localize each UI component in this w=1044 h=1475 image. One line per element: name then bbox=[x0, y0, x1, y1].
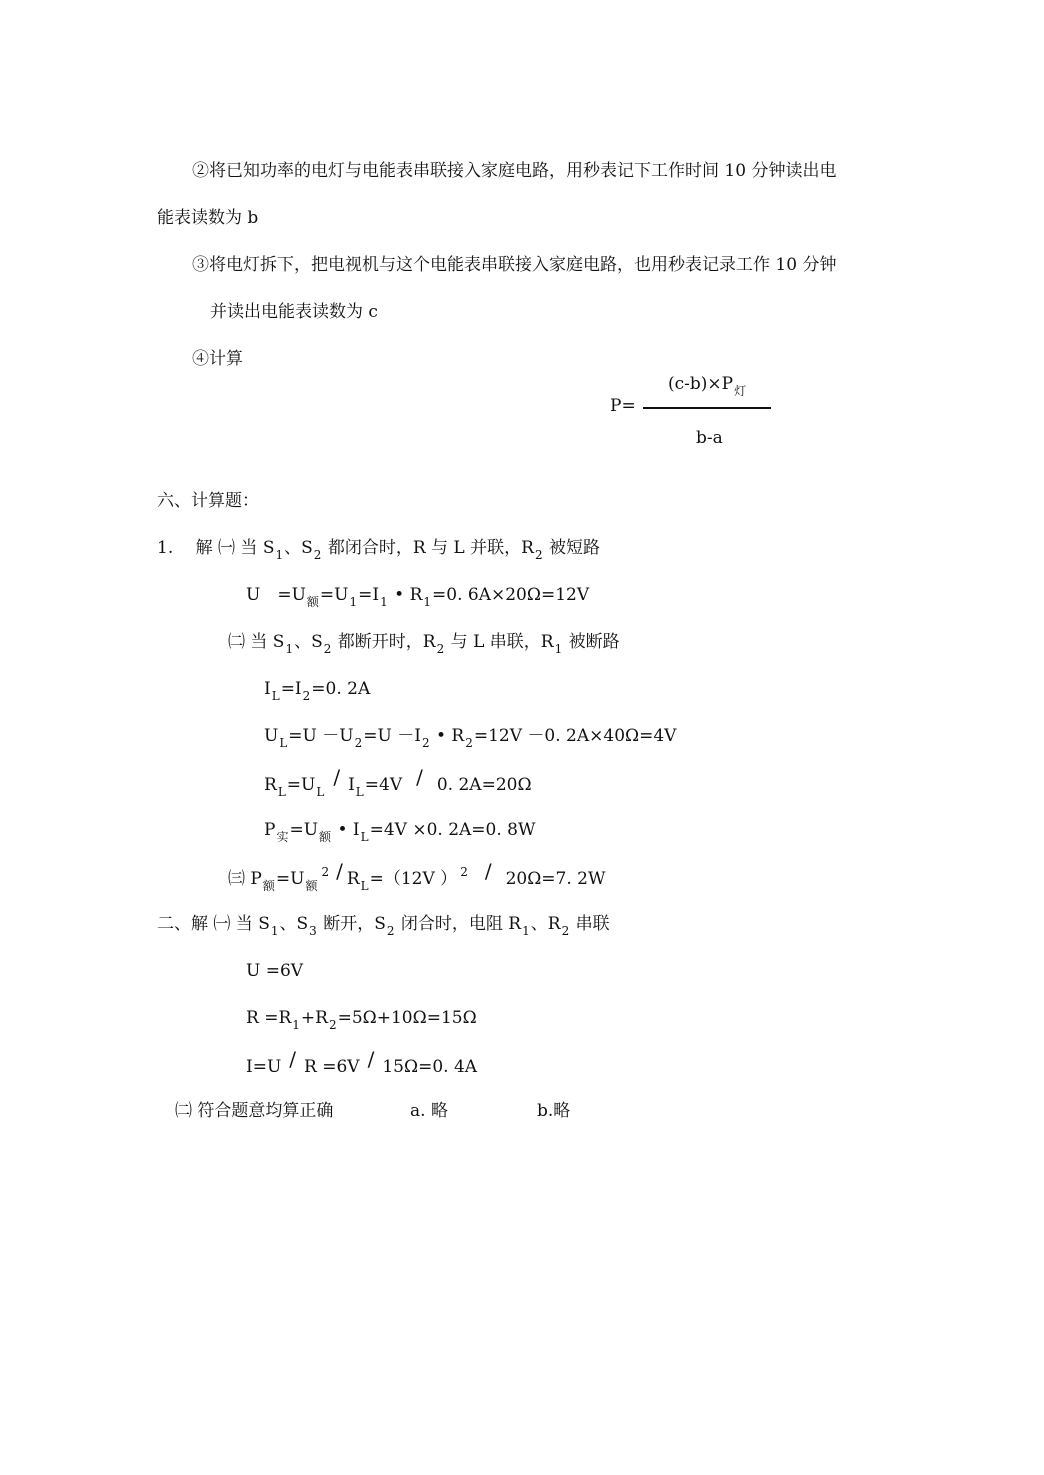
slash: / bbox=[484, 859, 492, 883]
t: 、S bbox=[294, 632, 323, 652]
t: • I bbox=[332, 820, 360, 840]
t: 都闭合时，R 与 L 并联，R bbox=[322, 538, 534, 558]
sub: L bbox=[277, 785, 286, 799]
sub: 2 bbox=[465, 736, 473, 750]
q1-line8 bbox=[228, 859, 606, 893]
sub: 额 bbox=[306, 595, 319, 609]
fraction-bar bbox=[643, 407, 771, 409]
t: • R bbox=[388, 585, 423, 605]
t: 串联 bbox=[570, 914, 610, 934]
sub: 2 bbox=[302, 689, 311, 703]
sub: L bbox=[360, 830, 369, 844]
t: =4V ×0. 2A=0. 8W bbox=[369, 820, 536, 840]
t: =5Ω+10Ω=15Ω bbox=[337, 1008, 477, 1028]
q2-line5-b: a. 略 bbox=[410, 1101, 448, 1121]
slash: / bbox=[333, 765, 341, 789]
sub: 1 bbox=[292, 1018, 300, 1032]
sub: 额 bbox=[305, 879, 318, 893]
t: R =R bbox=[246, 1008, 292, 1028]
sup: 2 bbox=[321, 865, 330, 879]
t: +R bbox=[300, 1008, 328, 1028]
step4-label: ④计算 bbox=[192, 349, 243, 369]
q1-line2 bbox=[246, 584, 589, 607]
sub: 2 bbox=[323, 642, 332, 656]
q1-line3 bbox=[228, 631, 620, 654]
t: =U －I bbox=[363, 726, 421, 746]
sub: 2 bbox=[313, 548, 322, 562]
step2-line1: ②将已知功率的电灯与电能表串联接入家庭电路，用秒表记下工作时间 10 分钟读出电 bbox=[192, 161, 837, 181]
sub: 2 bbox=[386, 924, 395, 938]
t: U bbox=[264, 726, 279, 746]
t: I bbox=[348, 775, 355, 795]
sub: 1 bbox=[522, 924, 530, 938]
sub: 2 bbox=[534, 548, 543, 562]
t: 被断路 bbox=[563, 632, 620, 652]
sub: 1 bbox=[349, 595, 358, 609]
t: =I bbox=[358, 585, 380, 605]
t: =U bbox=[275, 869, 305, 889]
sup: 2 bbox=[460, 865, 468, 879]
t: 二、解 ㈠ 当 S bbox=[157, 914, 270, 934]
t: 15Ω=0. 4A bbox=[382, 1057, 478, 1077]
numerator-subscript: 灯 bbox=[734, 384, 747, 398]
t: =12V －0. 2A×40Ω=4V bbox=[473, 726, 677, 746]
q2-line1 bbox=[157, 913, 610, 936]
t: =U －U bbox=[288, 726, 354, 746]
t: R bbox=[346, 869, 360, 889]
sub: 1 bbox=[275, 548, 284, 562]
q1-line6 bbox=[264, 765, 532, 799]
sub: 实 bbox=[276, 830, 289, 844]
t: ㈡ 当 S bbox=[228, 632, 285, 652]
section-title: 六、计算题： bbox=[157, 491, 259, 511]
q1-line7 bbox=[264, 819, 535, 842]
t: =0. 6A×20Ω=12V bbox=[432, 585, 590, 605]
t: =（12V ） bbox=[369, 869, 458, 889]
t: 0. 2A=20Ω bbox=[436, 775, 532, 795]
q2-line5-c: b.略 bbox=[537, 1101, 571, 1121]
slash: / bbox=[289, 1047, 297, 1071]
formula-lhs: P= bbox=[610, 396, 636, 416]
sub: L bbox=[316, 785, 325, 799]
sub: 1 bbox=[270, 924, 279, 938]
step3-line2: 并读出电能表读数为 c bbox=[210, 302, 378, 322]
t: 、S bbox=[284, 538, 313, 558]
t: 闭合时，电阻 R bbox=[395, 914, 522, 934]
t: =I bbox=[280, 679, 302, 699]
slash: / bbox=[336, 859, 343, 883]
t: 20Ω=7. 2W bbox=[505, 869, 606, 889]
sub: 2 bbox=[436, 642, 445, 656]
t: 都断开时，R bbox=[332, 632, 436, 652]
t: • R bbox=[430, 726, 465, 746]
q2-line3 bbox=[246, 1007, 477, 1030]
sub: 2 bbox=[421, 736, 430, 750]
sub: L bbox=[279, 736, 288, 750]
sub: 2 bbox=[328, 1018, 337, 1032]
q2-line5-a: ㈡ 符合题意均算正确 bbox=[175, 1101, 334, 1121]
step2-line2: 能表读数为 b bbox=[157, 208, 259, 228]
t: 1. 解 ㈠ 当 S bbox=[157, 538, 275, 558]
t: 、S bbox=[279, 914, 309, 934]
sub: 2 bbox=[354, 736, 363, 750]
t: =U bbox=[289, 820, 319, 840]
q1-line1 bbox=[157, 537, 600, 560]
sub: 1 bbox=[380, 595, 388, 609]
formula-numerator bbox=[668, 373, 747, 396]
slash: / bbox=[367, 1047, 375, 1071]
sub: 2 bbox=[561, 924, 570, 938]
sub: 额 bbox=[319, 830, 332, 844]
sub: 3 bbox=[309, 924, 317, 938]
q2-line4 bbox=[246, 1047, 478, 1078]
t: 、R bbox=[530, 914, 561, 934]
t: I=U bbox=[246, 1057, 282, 1077]
t: ㈢ P bbox=[228, 869, 262, 889]
sub: 额 bbox=[262, 879, 275, 893]
t: =U bbox=[286, 775, 316, 795]
t: 被短路 bbox=[543, 538, 600, 558]
t: R bbox=[264, 775, 277, 795]
t: =U bbox=[319, 585, 349, 605]
t: 与 L 串联，R bbox=[445, 632, 554, 652]
t: 断开，S bbox=[317, 914, 386, 934]
slash: / bbox=[416, 765, 423, 789]
t: U =U bbox=[246, 585, 306, 605]
t: =4V bbox=[364, 775, 403, 795]
sub: L bbox=[271, 689, 280, 703]
t: =0. 2A bbox=[311, 679, 371, 699]
t: I bbox=[264, 679, 271, 699]
sub: 1 bbox=[554, 642, 563, 656]
formula-denominator: b-a bbox=[696, 428, 723, 448]
q2-line2: U =6V bbox=[246, 961, 304, 981]
q1-line4 bbox=[264, 678, 370, 701]
sub: L bbox=[360, 879, 369, 893]
sub: L bbox=[355, 785, 364, 799]
numerator-text: (c-b)×P bbox=[668, 374, 734, 394]
q1-line5 bbox=[264, 725, 676, 748]
sub: 1 bbox=[285, 642, 294, 656]
sub: 1 bbox=[423, 595, 432, 609]
t: P bbox=[264, 820, 276, 840]
t: R =6V bbox=[304, 1057, 360, 1077]
step3-line1: ③将电灯拆下，把电视机与这个电能表串联接入家庭电路，也用秒表记录工作 10 分钟 bbox=[192, 255, 837, 275]
